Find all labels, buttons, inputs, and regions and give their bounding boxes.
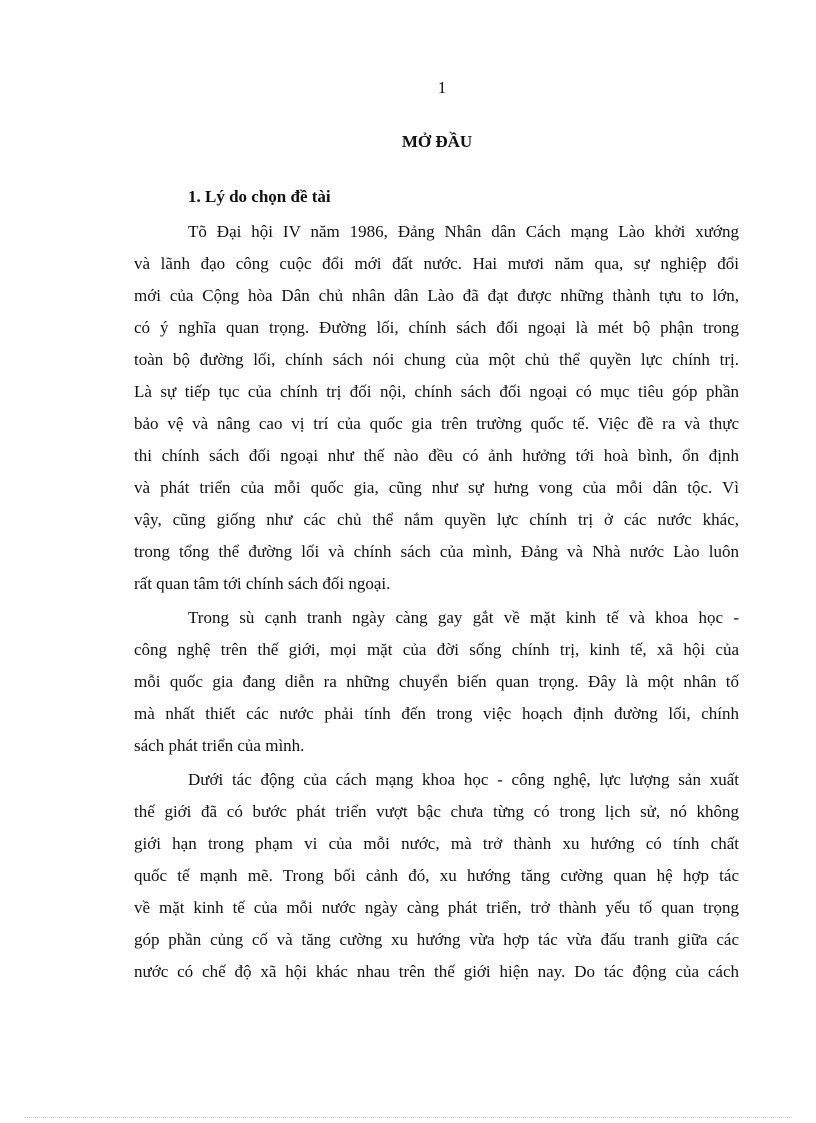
text-line: toàn bộ đường lối, chính sách nói chung của một chủ thể quyền lực chính trị.	[134, 350, 739, 369]
text-line: quốc tế mạnh mẽ. Trong bối cảnh đó, xu hướng tăng cường quan hệ hợp tác	[134, 866, 739, 885]
text-line: Là sự tiếp tục của chính trị đối nội, chính sách đối ngoại có mục tiêu góp phần	[134, 382, 739, 401]
text-line: về mặt kinh tế của mỗi nước ngày càng phát triển, trở thành yếu tố quan trọng	[134, 898, 739, 917]
paragraph-2	[134, 602, 739, 762]
text-line: mà nhất thiết các nước phải tính đến trong việc hoạch định đường lối, chính	[134, 704, 739, 723]
section-title: 1. Lý do chọn đề tài	[188, 187, 331, 206]
text-line: rất quan tâm tới chính sách đối ngoại.	[134, 574, 391, 593]
text-line: Trong sù cạnh tranh ngày càng gay gắt về mặt kinh tế và khoa học -	[188, 608, 739, 627]
text-line: có ý nghĩa quan trọng. Đường lối, chính sách đối ngoại là mét bộ phận trong	[134, 318, 739, 337]
text-line: góp phần củng cố và tăng cường xu hướng vừa hợp tác vừa đấu tranh giữa các	[134, 930, 739, 949]
text-line: trong tổng thể đường lối và chính sách của mình, Đảng và Nhà nước Lào luôn	[134, 542, 739, 561]
paragraph-1	[134, 216, 739, 600]
text-line: Dưới tác động của cách mạng khoa học - công nghệ, lực lượng sản xuất	[188, 770, 739, 789]
text-line: nước có chế độ xã hội khác nhau trên thế giới hiện nay. Do tác động của cách	[134, 962, 739, 981]
text-line: sách phát triển của mình.	[134, 736, 305, 755]
text-line: và phát triển của mỗi quốc gia, cũng như sự hưng vong của mỗi dân tộc. Vì	[134, 478, 739, 497]
text-line: giới hạn trong phạm vi của mỗi nước, mà trở thành xu hướng có tính chất	[134, 834, 739, 853]
text-line: bảo vệ và nâng cao vị trí của quốc gia trên trường quốc tế. Việc đề ra và thực	[134, 414, 739, 433]
document-body	[134, 216, 739, 988]
text-line: mới của Cộng hòa Dân chủ nhân dân Lào đã đạt được những thành tựu to lớn,	[134, 286, 739, 305]
text-line: thế giới đã có bước phát triển vượt bậc chưa từng có trong lịch sử, nó không	[134, 802, 739, 821]
text-line: mỗi quốc gia đang diễn ra những chuyển biến quan trọng. Đây là một nhân tố	[134, 672, 739, 691]
page-number: 1	[437, 78, 447, 97]
page-bottom-rule	[24, 1117, 792, 1118]
page-heading: MỞ ĐẦU	[401, 132, 473, 151]
text-line: thi chính sách đối ngoại như thế nào đều có ảnh hưởng tới hoà bình, ổn định	[134, 446, 739, 465]
paragraph-3	[134, 764, 739, 988]
text-line: và lãnh đạo công cuộc đổi mới đất nước. Hai mươi năm qua, sự nghiệp đổi	[134, 254, 739, 273]
text-line: công nghệ trên thế giới, mọi mặt của đời sống chính trị, kinh tế, xã hội của	[134, 640, 739, 659]
text-line: vậy, cũng giống như các chủ thể nắm quyền lực chính trị ở các nước khác,	[134, 510, 739, 529]
text-line: Tõ Đại hội IV năm 1986, Đảng Nhân dân Cách mạng Lào khởi xướng	[188, 222, 739, 241]
